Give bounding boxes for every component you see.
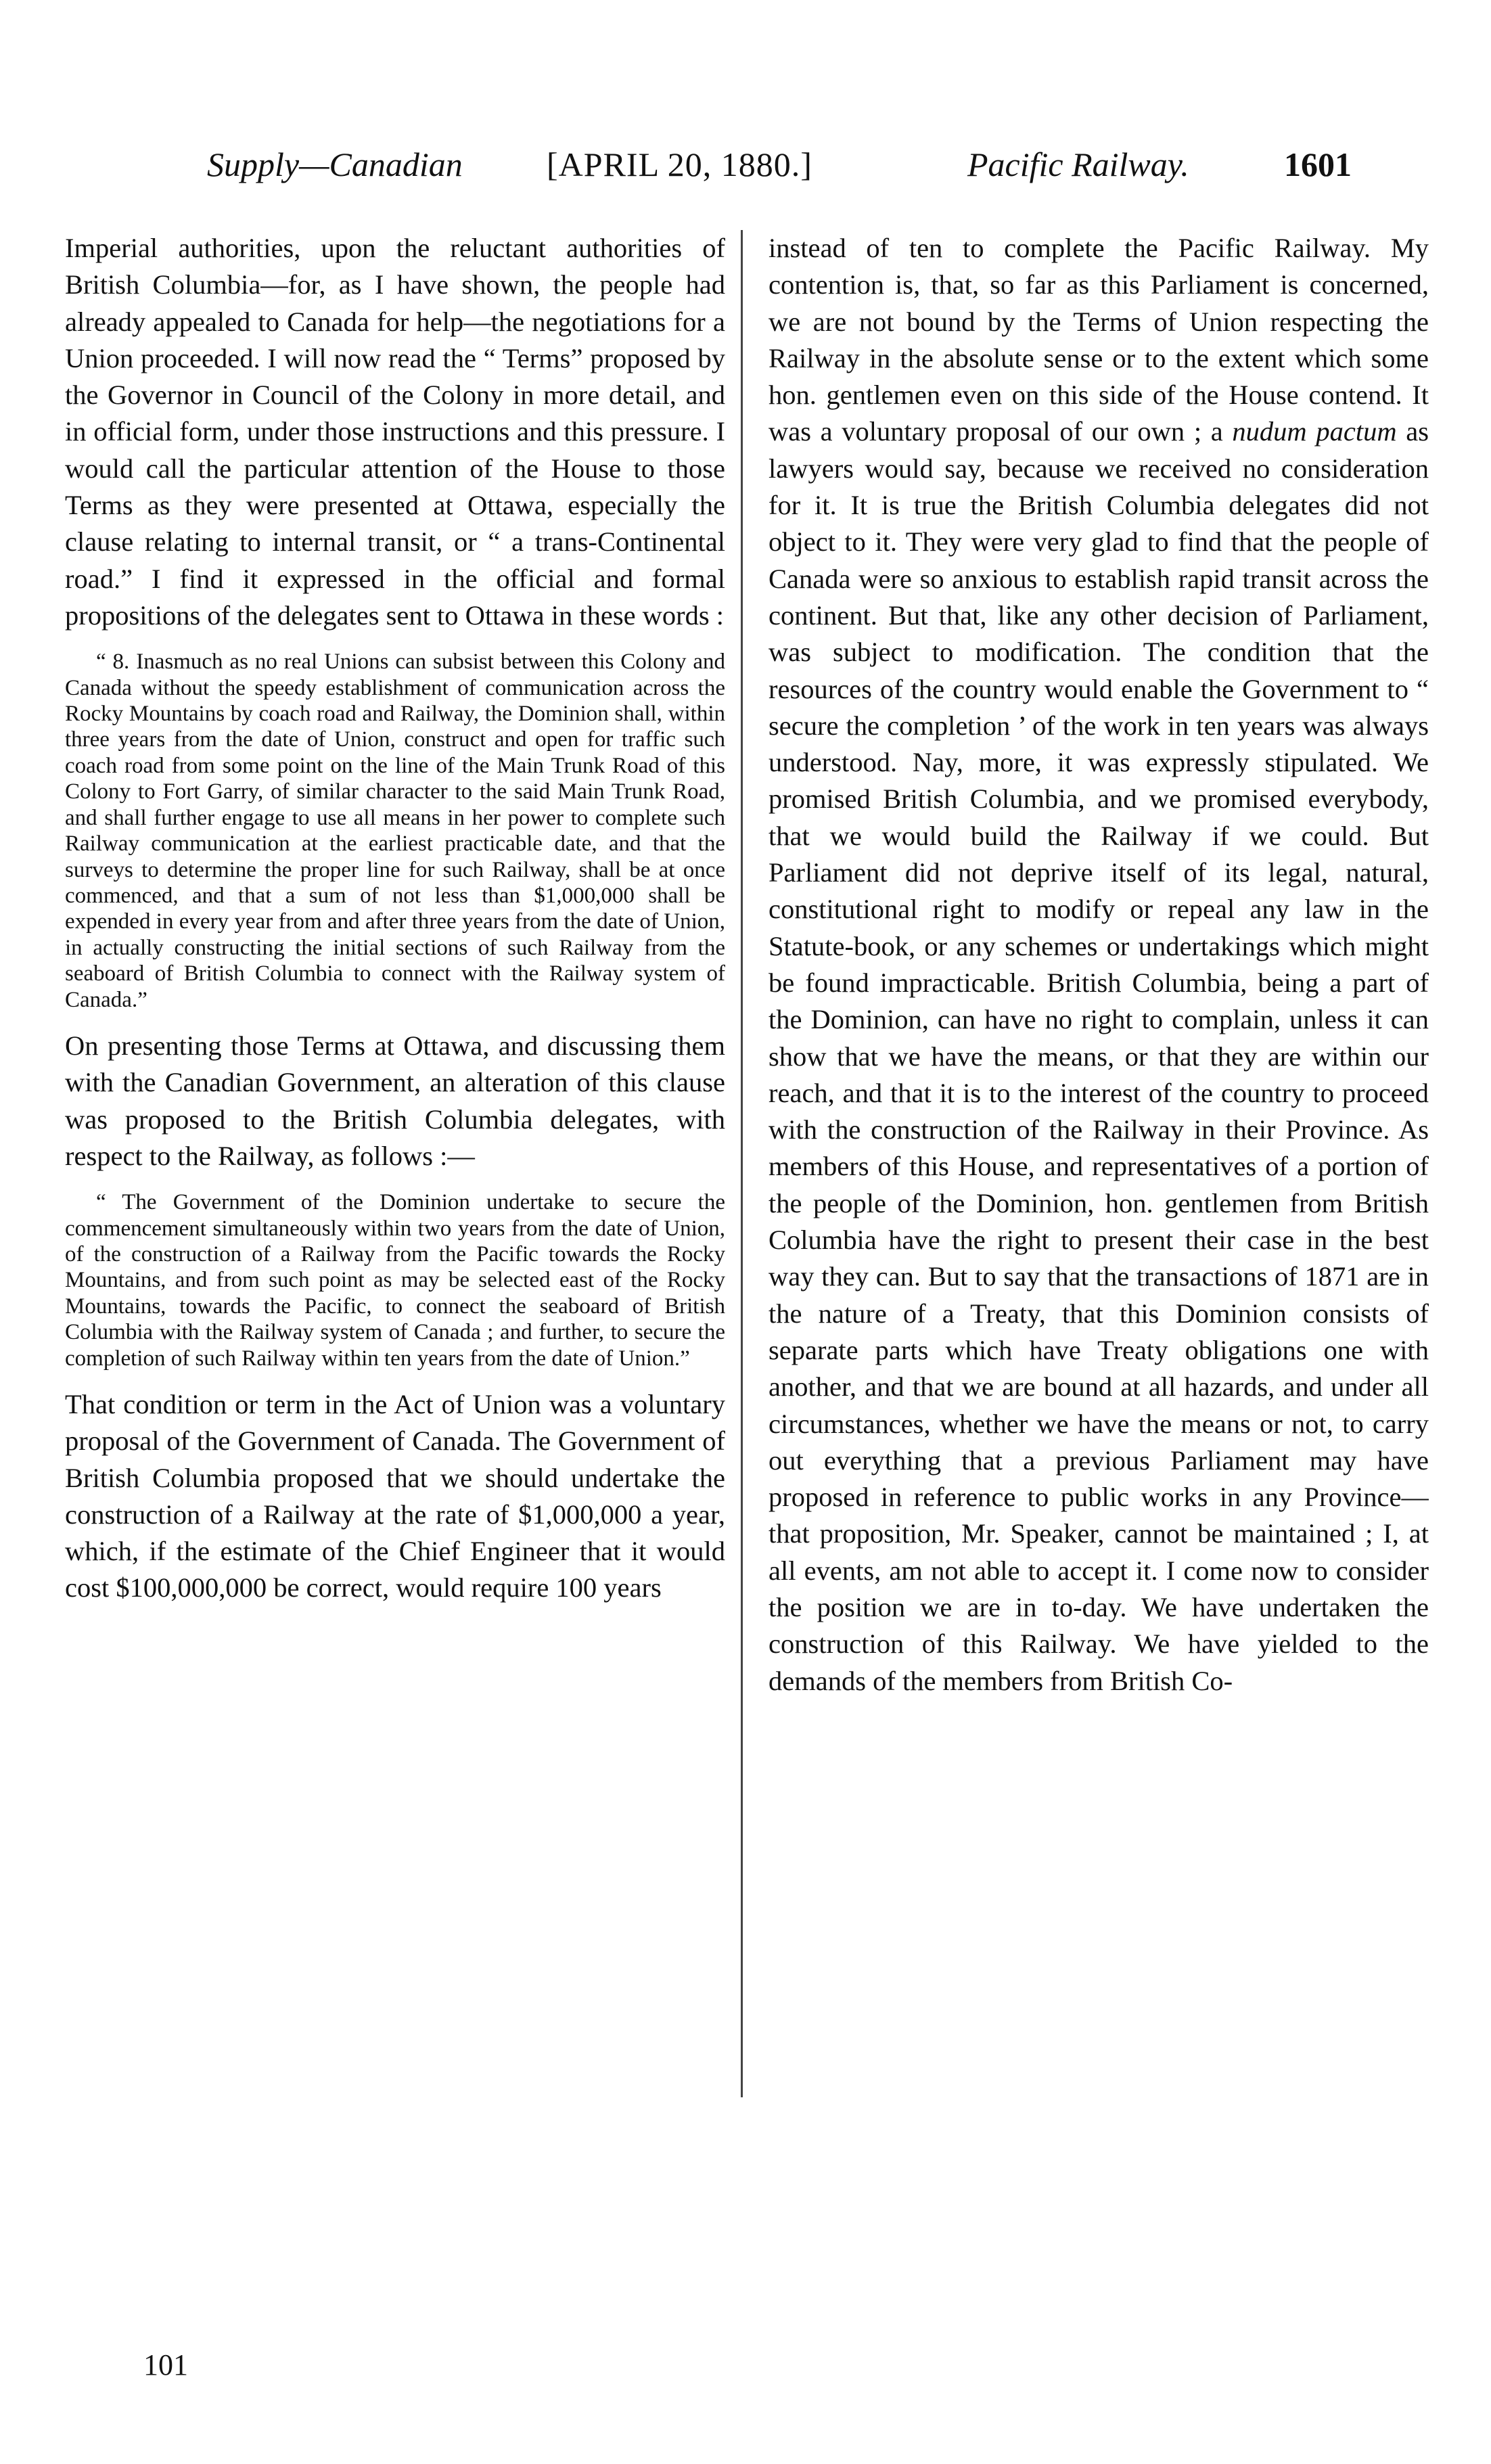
page-number: 1601 xyxy=(1284,145,1352,183)
right-text-b: as lawyers would say, because we received no consideration for it. It is true the British Columbia delegates did not object to it. They were very glad to find that the people of Canada were so anxious to establish rapid transit across the continent. But that, like any other decision of Parliament, was subject to modification. The condition that the resources of the country would enable the Government to “ secure the completion ’ of the work in ten years was always understood. Nay, more, it was expressly stipulated. We promised British Columbia, and we promised everybody, that we would build the Railway if we could. But Parliament did not deprive itself of its legal, natural, constitutional right to modify or repeal any law in the Statute-book, or any schemes or undertakings which might be found impracticable. British Columbia, being a part of the Dominion, can have no right to complain, unless it can show that we have the means, or that they are within our reach, and that it is to the interest of the country to proceed with the construction of the Railway in their Province. As members of this House, and representatives of a portion of the people of the Dominion, hon. gentlemen from British Columbia have the right to present their case in the best way they can. But to say that the transactions of 1871 are in the nature of a Treaty, that this Dominion consists of separate parts which have Treaty obligations one with another, and that we are bound at all hazards, and under all circumstances, whether we have the means or not, to carry out everything that a previous Parliament may have proposed in reference to public works in any Province—that proposition, Mr. Speaker, cannot be maintained ; I, at all events, am not able to accept it. I come now to consider the position we are in to-day. We have undertaken the construction of this Railway. We have yielded to the demands of the members from British Co- xyxy=(769,416,1429,1696)
left-paragraph-3: That condition or term in the Act of Union was a voluntary proposal of the Government of Canada. The Government of British Columbia proposed that we should undertake the construction of a Railway at the rate of $1,000,000 a year, which, if the estimate of the Chief Engineer that it would cost $100,000,000 be correct, would require 100 years xyxy=(65,1388,725,1603)
signature-folio: 101 xyxy=(143,2348,188,2381)
running-header xyxy=(156,133,1400,193)
right-text-a: instead of ten to complete the Pacific Railway. My contention is, that, so far as this Parliament is concerned, we are not bound by the Terms of Union respecting the Railway in the absolute sense or to the extent which some hon. gentlemen even on this side of the House contend. It was a voluntary proposal of our own ; a xyxy=(769,233,1429,447)
left-paragraph-2: On presenting those Terms at Ottawa, and discussing them with the Canadian Government, an alteration of this clause was proposed to the British Columbia delegates, with respect to the Railway, as follows :— xyxy=(65,1030,725,1171)
header-subject: Pacific Railway. xyxy=(967,145,1189,183)
right-paragraph-1 xyxy=(769,230,1429,1699)
header-date: [APRIL 20, 1880.] xyxy=(547,145,812,183)
header-section-title: Supply—Canadian xyxy=(207,145,463,183)
left-column xyxy=(65,230,725,2307)
quoted-term-8: “ 8. Inasmuch as no real Unions can subsist between this Colony and Canada without the speedy establishment of communication across the Rocky Mountains by coach road and Railway, the Dominion shall, within three years from the date of Union, construct and open for traffic such coach road from some point on the line of the Main Trunk Road of this Colony to Fort Garry, of similar character to the said Main Trunk Road, and shall further engage to use all means in her power to complete such Railway communication at the earliest practicable date, and that the surveys to determine the proper line for such Railway, shall be at once commenced, and that a sum of not less than $1,000,000 shall be expended in every year from and after three years from the date of Union, in actually constructing the initial sections of such Railway from the seaboard of British Columbia to connect with the Railway system of Canada.” xyxy=(65,649,725,1012)
column-divider xyxy=(741,230,743,2097)
left-paragraph-1: Imperial authorities, upon the reluctant authorities of British Columbia—for, as I have shown, the people had already appealed to Canada for help—the negotiations for a Union proceeded. I will now read the “ Terms” proposed by the Governor in Council of the Colony in more detail, and in official form, under those instructions and this pressure. I would call the particular attention of the House to those Terms as they were presented at Ottawa, especially the clause relating to internal transit, or “ a trans-Continental road.” I find it expressed in the official and formal propositions of the delegates sent to Ottawa in these words : xyxy=(65,233,725,631)
quoted-dominion-proposal: “ The Government of the Dominion undertake to secure the commencement simultaneously within two years from the date of Union, of the construction of a Railway from the Pacific towards the Rocky Mountains, and from such point as may be selected east of the Rocky Mountains, towards the Pacific, to connect the seaboard of British Columbia with the Railway system of Canada ; and further, to secure the completion of such Railway within ten years from the date of Union.” xyxy=(65,1190,725,1371)
latin-phrase: nudum pactum xyxy=(1232,416,1397,447)
right-column xyxy=(769,230,1429,2307)
